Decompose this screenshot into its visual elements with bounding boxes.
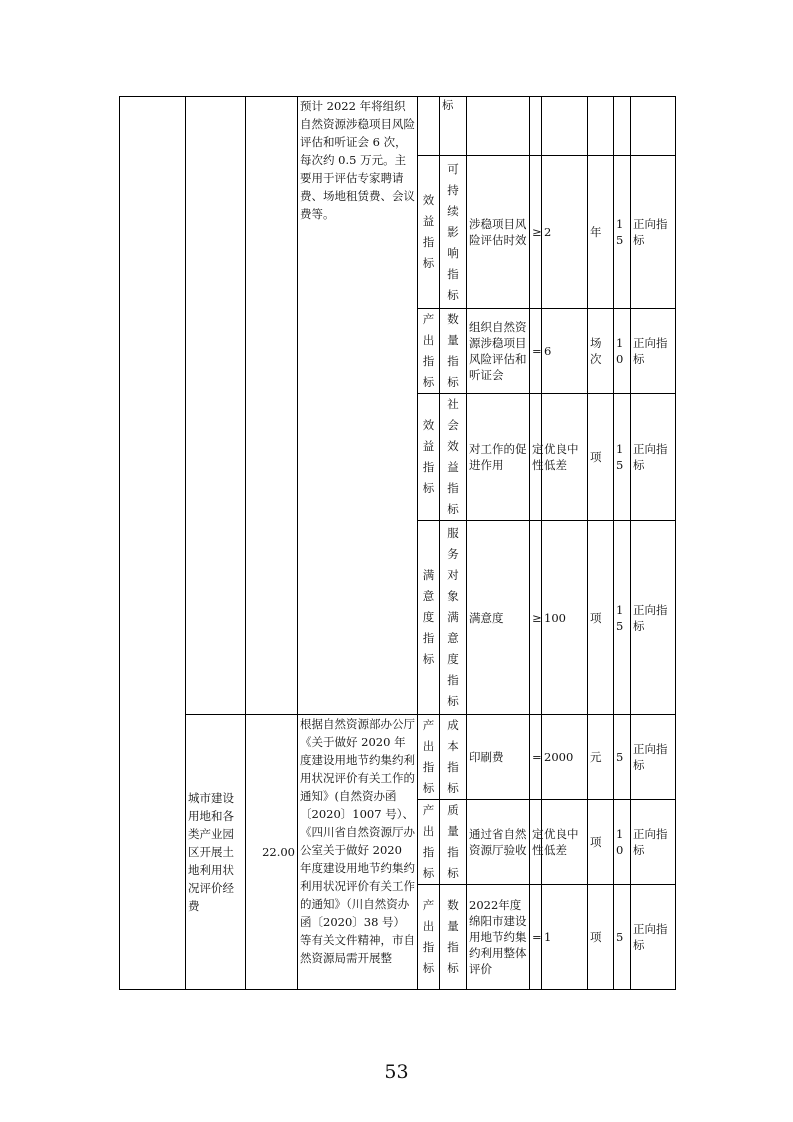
- target-value-cell: 2: [542, 156, 588, 309]
- target-value-cell: 1: [542, 885, 588, 990]
- score-cell: 15: [614, 156, 631, 309]
- metric-name-cell: 通过省自然资源厅验收: [467, 800, 530, 885]
- score-cell: 10: [614, 309, 631, 394]
- score-cell: 5: [614, 885, 631, 990]
- direction-cell: 正向指标: [631, 394, 676, 521]
- level1-indicator-cell: 产出指标: [418, 715, 440, 800]
- score-cell: 5: [614, 715, 631, 800]
- target-value-cell: 6: [542, 309, 588, 394]
- target-value-cell: 2000: [542, 715, 588, 800]
- score-cell: 15: [614, 521, 631, 715]
- direction-cell: 正向指标: [631, 309, 676, 394]
- metric-name-cell: [467, 97, 530, 156]
- project-name-cell: [186, 97, 246, 715]
- target-value-cell: [542, 97, 588, 156]
- target-value-cell: 100: [542, 521, 588, 715]
- operator-cell: =: [530, 309, 542, 394]
- table-row: [120, 715, 676, 800]
- direction-cell: 正向指标: [631, 521, 676, 715]
- metric-name-cell: 涉稳项目风险评估时效: [467, 156, 530, 309]
- metric-name-cell: 对工作的促进作用: [467, 394, 530, 521]
- metric-name-cell: 印刷费: [467, 715, 530, 800]
- target-value-cell: 优良中低差: [542, 394, 588, 521]
- unit-cell: 年: [588, 156, 614, 309]
- operator-cell: =: [530, 885, 542, 990]
- project-name-cell: 城市建设用地和各类产业园区开展土地利用状况评价经费: [186, 715, 246, 990]
- amount-cell: 22.00: [246, 715, 298, 990]
- direction-cell: [631, 97, 676, 156]
- level1-indicator-cell: 产出指标: [418, 885, 440, 990]
- project-description-cell: 预计 2022 年将组织自然资源涉稳项目风险评估和听证会 6 次，每次约 0.5 万元。主要用于评估专家聘请费、场地租赁费、会议费等。: [298, 97, 418, 715]
- unit-cell: 项: [588, 521, 614, 715]
- page-number: 53: [384, 1061, 409, 1083]
- direction-cell: 正向指标: [631, 885, 676, 990]
- target-value-cell: 优良中低差: [542, 800, 588, 885]
- score-cell: 15: [614, 394, 631, 521]
- level2-indicator-cell: 数量指标: [440, 309, 467, 394]
- operator-cell: 定性: [530, 800, 542, 885]
- unit-cell: 项: [588, 394, 614, 521]
- direction-cell: 正向指标: [631, 156, 676, 309]
- unit-cell: 项: [588, 885, 614, 990]
- level2-indicator-cell: 成本指标: [440, 715, 467, 800]
- unit-cell: 场次: [588, 309, 614, 394]
- level2-indicator-cell: 可持续影响指标: [440, 156, 467, 309]
- score-cell: 10: [614, 800, 631, 885]
- level1-indicator-cell: 产出指标: [418, 309, 440, 394]
- level2-indicator-cell: 服务对象满意度指标: [440, 521, 467, 715]
- metric-name-cell: 2022年度绵阳市建设用地节约集约利用整体评价: [467, 885, 530, 990]
- metric-name-cell: 组织自然资源涉稳项目风险评估和听证会: [467, 309, 530, 394]
- operator-cell: 定性: [530, 394, 542, 521]
- level2-indicator-cell: 数量指标: [440, 885, 467, 990]
- amount-cell: [246, 97, 298, 715]
- level1-indicator-cell: 效益指标: [418, 394, 440, 521]
- level1-indicator-cell: 产出指标: [418, 800, 440, 885]
- score-cell: [614, 97, 631, 156]
- direction-cell: 正向指标: [631, 715, 676, 800]
- level1-indicator-cell: 效益指标: [418, 156, 440, 309]
- metric-name-cell: 满意度: [467, 521, 530, 715]
- level2-indicator-cell: 质量指标: [440, 800, 467, 885]
- unit-cell: 元: [588, 715, 614, 800]
- level1-indicator-cell: [418, 97, 440, 156]
- operator-cell: ≥: [530, 156, 542, 309]
- blank-left-column: [120, 97, 186, 990]
- unit-cell: [588, 97, 614, 156]
- unit-cell: 项: [588, 800, 614, 885]
- operator-cell: [530, 97, 542, 156]
- operator-cell: ≥: [530, 521, 542, 715]
- direction-cell: 正向指标: [631, 800, 676, 885]
- level2-indicator-cell: 社会效益指标: [440, 394, 467, 521]
- performance-indicator-table: [119, 96, 676, 990]
- operator-cell: =: [530, 715, 542, 800]
- level1-indicator-cell: 满意度指标: [418, 521, 440, 715]
- table-row: [120, 97, 676, 156]
- level2-indicator-cell: 标: [440, 97, 467, 156]
- project-description-cell: 根据自然资源部办公厅《关于做好 2020 年度建设用地节约集约利用状况评价有关工作的通知》(自然资办函〔2020〕1007 号）、《四川省自然资源厅办公室关于做好 2020 年度建设用地节约集约利用状况评价有关工作的通知》（川自然资办函〔2020〕38 号）等有关文件精神，市自然资源局需开展整: [298, 715, 418, 990]
